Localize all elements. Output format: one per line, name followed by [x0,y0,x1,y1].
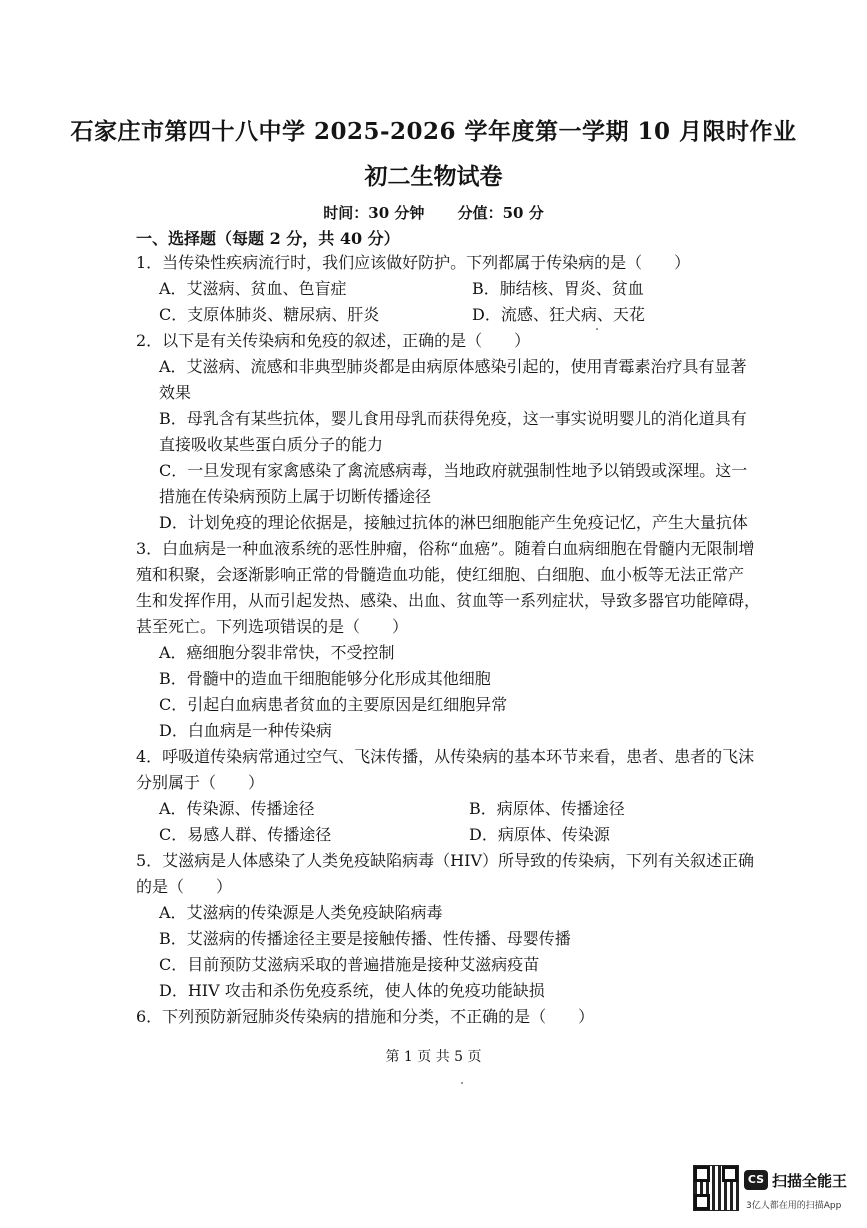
question-6-stem: 6．下列预防新冠肺炎传染病的措施和分类，不正确的是（ ） [136,1007,595,1026]
question-4-option-a: A．传染源、传播途径 [159,799,315,818]
question-4-option-b: B．病原体、传播途径 [469,799,625,818]
question-3-option-d: D．白血病是一种传染病 [159,721,332,740]
question-4-option-d: D．病原体、传染源 [469,825,610,844]
scan-speck [461,1082,463,1084]
question-5-option-a: A．艾滋病的传染源是人类免疫缺陷病毒 [159,903,443,922]
exam-meta [0,202,867,223]
question-3-stem-line2: 殖和积聚，会逐渐影响正常的骨髓造血功能，使红细胞、白细胞、血小板等无法正常产 [136,565,745,584]
camscanner-logo-icon: CS [744,1170,768,1190]
question-2-stem: 2．以下是有关传染病和免疫的叙述，正确的是（ ） [136,331,531,350]
question-3-option-c: C．引起白血病患者贫血的主要原因是红细胞异常 [159,695,508,714]
question-1-option-d: D．流感、狂犬病、天花 [472,305,645,324]
question-1-option-c: C．支原体肺炎、糖尿病、肝炎 [159,305,380,324]
question-3-option-b: B．骨髓中的造血干细胞能够分化形成其他细胞 [159,669,491,688]
question-5-stem-line2: 的是（ ） [136,877,233,896]
question-3-stem-line1: 3．白血病是一种血液系统的恶性肿瘤，俗称“血癌”。随着白血病细胞在骨髓内无限制增 [136,539,755,558]
question-3-stem-line3: 生和发挥作用，从而引起发热、感染、出血、贫血等一系列症状，导致多器官功能障碍， [136,591,761,610]
question-2-option-a: A．艾滋病、流感和非典型肺炎都是由病原体感染引起的，使用青霉素治疗具有显著 [159,357,747,376]
question-2-option-b: B．母乳含有某些抗体，婴儿食用母乳而获得免疫，这一事实说明婴儿的消化道具有 [159,409,747,428]
watermark-tagline: 3亿人都在用的扫描App [746,1201,842,1211]
question-5-option-b: B．艾滋病的传播途径主要是接触传播、性传播、母婴传播 [159,929,571,948]
question-4-stem-line1: 4．呼吸道传染病常通过空气、飞沫传播，从传染病的基本环节来看，患者、患者的飞沫 [136,747,755,766]
question-2-option-a-cont: 效果 [159,383,192,402]
question-1-option-b: B．肺结核、胃炎、贫血 [472,279,644,298]
question-4-option-c: C．易感人群、传播途径 [159,825,332,844]
scan-speck [596,328,598,330]
question-2-option-d: D．计划免疫的理论依据是，接触过抗体的淋巴细胞能产生免疫记忆，产生大量抗体 [159,513,748,532]
question-3-stem-line4: 甚至死亡。下列选项错误的是（ ） [136,617,409,636]
exam-title: 石家庄市第四十八中学 2025-2026 学年度第一学期 10 月限时作业 [70,118,797,145]
question-1-option-a: A．艾滋病、贫血、色盲症 [159,279,347,298]
exam-time: 时间：30 分钟 [323,204,425,222]
section-heading: 一、选择题（每题 2 分，共 40 分） [136,229,400,248]
question-3-option-a: A．癌细胞分裂非常快，不受控制 [159,643,395,662]
question-5-stem-line1: 5．艾滋病是人体感染了人类免疫缺陷病毒（HIV）所导致的传染病，下列有关叙述正确 [136,851,755,870]
question-5-option-d: D．HIV 攻击和杀伤免疫系统，使人体的免疫功能缺损 [159,981,545,1000]
question-2-option-c: C．一旦发现有家禽感染了禽流感病毒，当地政府就强制性地予以销毁或深埋。这一 [159,461,748,480]
page-footer: 第 1 页 共 5 页 [385,1049,482,1065]
qr-code-icon [694,1166,738,1210]
watermark-app-name: 扫描全能王 [772,1172,848,1190]
exam-score: 分值：50 分 [457,204,544,222]
question-4-stem-line2: 分别属于（ ） [136,773,265,792]
question-5-option-c: C．目前预防艾滋病采取的普遍措施是接种艾滋病疫苗 [159,955,540,974]
question-2-option-c-cont: 措施在传染病预防上属于切断传播途径 [159,487,432,506]
question-1-stem: 1．当传染性疾病流行时，我们应该做好防护。下列都属于传染病的是（ ） [136,253,691,272]
question-2-option-b-cont: 直接吸收某些蛋白质分子的能力 [159,435,384,454]
exam-subtitle: 初二生物试卷 [364,163,503,190]
